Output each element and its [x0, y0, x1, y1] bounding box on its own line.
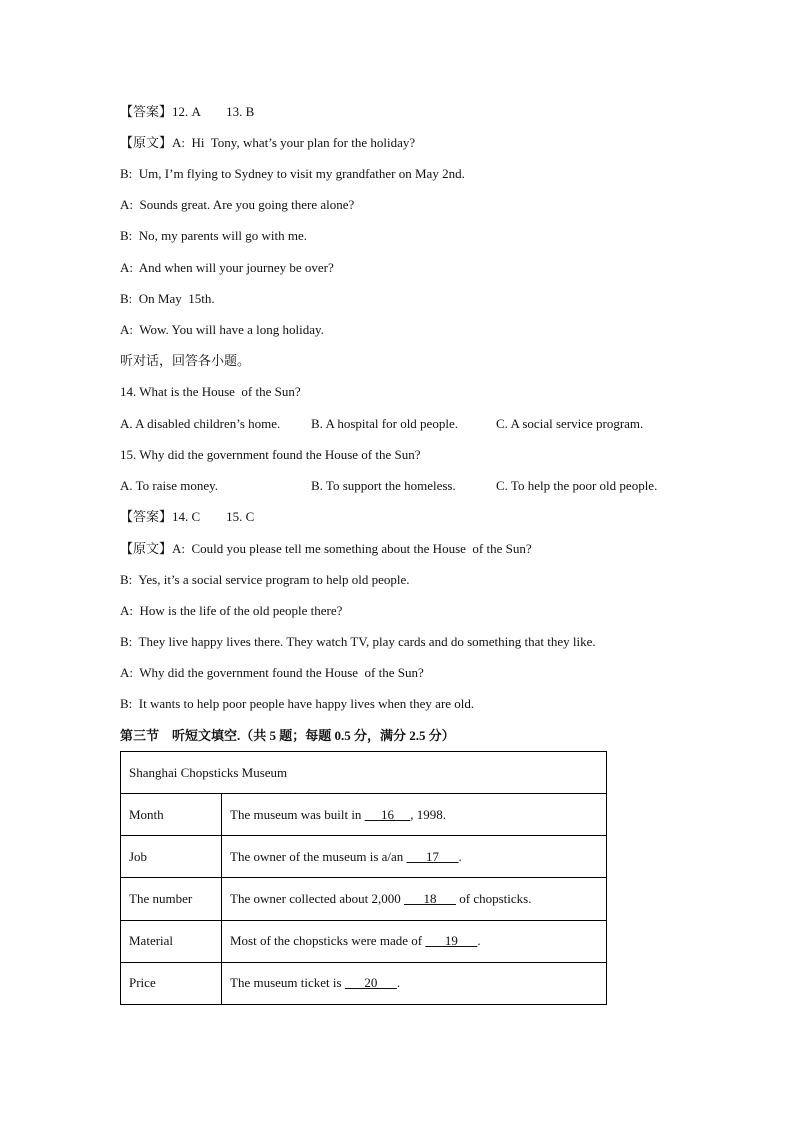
answer-key-14-15: 【答案】14. C 15. C [120, 509, 255, 524]
transcript-line: A: Sounds great. Are you going there alone? [120, 197, 355, 212]
row-sentence: Most of the chopsticks were made of 19 . [222, 920, 607, 962]
table-row [121, 962, 607, 1004]
blank-18: 18 [404, 891, 456, 907]
blank-19: 19 [425, 933, 478, 949]
blank-16: 16 [364, 806, 411, 822]
row-label: Job [121, 836, 222, 878]
table-title: Shanghai Chopsticks Museum [121, 752, 607, 794]
transcript-line: 【原文】A: Hi Tony, what’s your plan for the holiday? [120, 135, 416, 150]
option-b: B. A hospital for old people. [311, 416, 458, 431]
table-row [121, 836, 607, 878]
row-sentence: The museum ticket is 20 . [222, 962, 607, 1004]
option-c: C. A social service program. [496, 416, 644, 431]
question-15-options [120, 477, 680, 495]
option-a: A. To raise money. [120, 478, 219, 493]
transcript-line: B: They live happy lives there. They watch TV, play cards and do something that they like. [120, 634, 596, 649]
blank-17: 17 [406, 848, 459, 864]
transcript-line: B: Um, I’m flying to Sydney to visit my grandfather on May 2nd. [120, 166, 465, 181]
question-14-options [120, 415, 680, 433]
row-label: Month [121, 794, 222, 836]
row-label: The number [121, 878, 222, 920]
instruction: 听对话，回答各小题。 [120, 353, 251, 368]
row-sentence: The museum was built in 16 , 1998. [222, 794, 607, 836]
transcript-line: 【原文】A: Could you please tell me something about the House of the Sun? [120, 541, 532, 556]
row-label: Material [121, 920, 222, 962]
transcript-line: B: Yes, it’s a social service program to help old people. [120, 572, 410, 587]
option-a: A. A disabled children’s home. [120, 416, 281, 431]
transcript-line: A: Wow. You will have a long holiday. [120, 322, 324, 337]
transcript-line: A: Why did the government found the House of the Sun? [120, 665, 424, 680]
question-15-stem: 15. Why did the government found the House of the Sun? [120, 447, 421, 462]
transcript-line: B: It wants to help poor people have happy lives when they are old. [120, 696, 475, 711]
transcript-line: B: No, my parents will go with me. [120, 228, 308, 243]
transcript-line: A: How is the life of the old people there? [120, 603, 343, 618]
question-14-stem: 14. What is the House of the Sun? [120, 384, 301, 399]
row-label: Price [121, 962, 222, 1004]
answer-key-12-13: 【答案】12. A 13. B [120, 104, 255, 119]
row-sentence: The owner collected about 2,000 18 of chopsticks. [222, 878, 607, 920]
fill-in-table [120, 751, 607, 1005]
table-title-row [121, 752, 607, 794]
option-b: B. To support the homeless. [311, 478, 456, 493]
table-row [121, 794, 607, 836]
transcript-line: B: On May 15th. [120, 291, 215, 306]
transcript-line: A: And when will your journey be over? [120, 260, 334, 275]
section-heading: 第三节 听短文填空.（共 5 题；每题 0.5 分，满分 2.5 分） [120, 728, 455, 743]
table-row [121, 920, 607, 962]
table-row [121, 878, 607, 920]
option-c: C. To help the poor old people. [496, 478, 658, 493]
blank-20: 20 [344, 975, 397, 991]
row-sentence: The owner of the museum is a/an 17 . [222, 836, 607, 878]
